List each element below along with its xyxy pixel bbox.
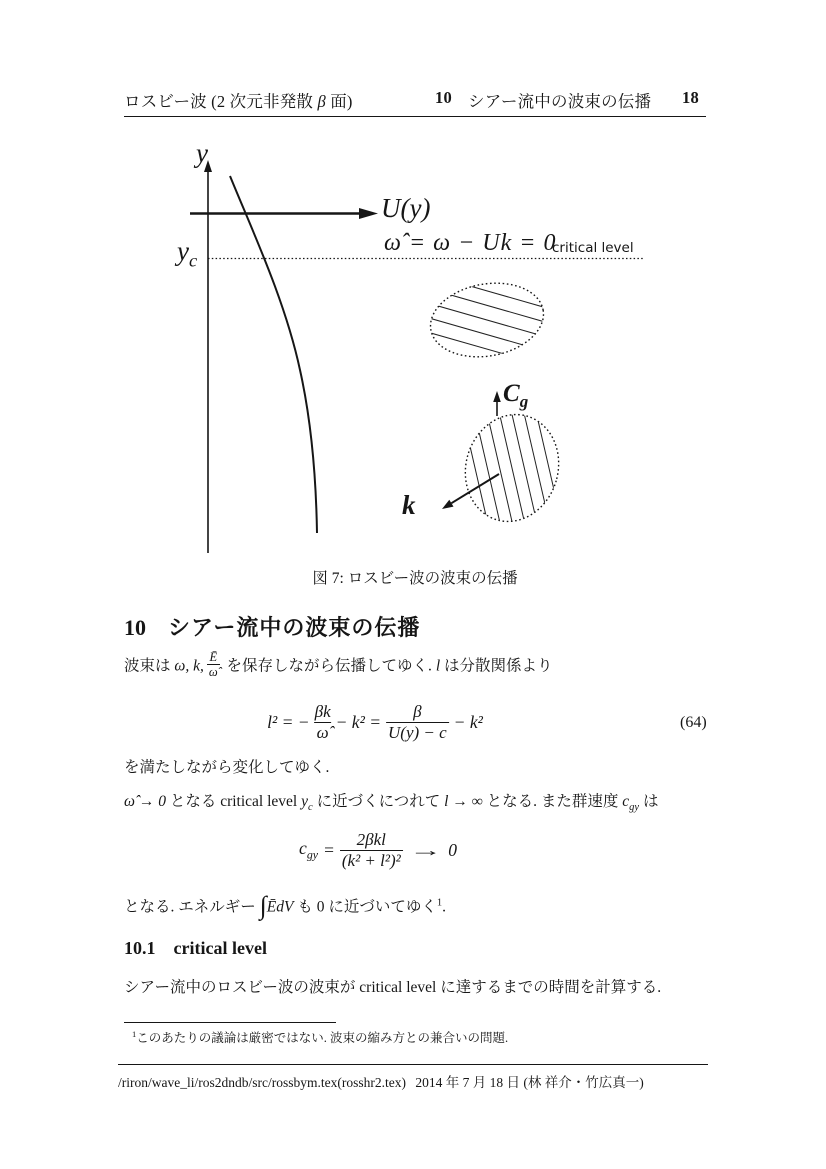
eq64-tail: − k² xyxy=(453,711,483,732)
p1-text-1: 波束は xyxy=(124,657,175,675)
footnote xyxy=(132,1028,712,1046)
eq64-fraction-1 xyxy=(315,702,331,742)
cgy-equals: = xyxy=(323,839,335,860)
figure-caption: 図 7: ロスビー波の波束の伝播 xyxy=(312,570,518,587)
p3-yc xyxy=(301,793,313,814)
cg-subscript: g xyxy=(519,392,529,411)
equation-cgy xyxy=(299,830,457,870)
cgy-limit-arrow: → xyxy=(408,839,443,860)
cgy-lhs xyxy=(299,838,318,863)
figure-critical-level-text: critical level xyxy=(552,240,634,256)
footer xyxy=(118,1071,718,1091)
footer-file-path: /riron/wave_li/ros2dndb/src/rossbym.tex(rosshr2.tex) xyxy=(118,1075,406,1090)
figure-k-label: k xyxy=(402,490,416,520)
eq64-f2-top: β xyxy=(413,702,422,721)
eq64-f2-bottom: U(y) − c xyxy=(388,722,447,742)
header-section-title: シアー流中の波束の伝播 xyxy=(468,92,652,111)
p3-cgy-base: c xyxy=(622,793,630,810)
section-number: 10 xyxy=(124,615,146,640)
integral-sign: ∫ xyxy=(259,891,267,920)
p3-text-1: となる critical level xyxy=(165,793,302,810)
p3-text-4: は xyxy=(639,793,659,810)
cgy-frac-top: 2βkl xyxy=(356,830,386,849)
wave-packet-lower-hatch xyxy=(464,403,560,532)
eq64-mid: − k² = xyxy=(335,711,382,732)
p3-text-3: となる. また群速度 xyxy=(482,793,623,810)
equation-64 xyxy=(267,702,483,742)
header-left-text: ロスビー波 (2 次元非発散 xyxy=(124,92,318,111)
footnote-text: このあたりの議論は厳密ではない. 波束の縮み方との兼合いの問題. xyxy=(136,1031,509,1045)
p3-math-2: l → ∞ xyxy=(444,793,483,810)
cg-base: C xyxy=(503,380,520,407)
header-section-number: 10 xyxy=(435,88,452,107)
p1-frac-top: Ē xyxy=(209,650,218,664)
paragraph-1 xyxy=(124,652,714,682)
eq64-fraction-2 xyxy=(386,702,449,742)
figure-y-axis-label: y xyxy=(196,138,208,168)
cgy-fraction xyxy=(340,830,403,870)
subsection-title: critical level xyxy=(173,938,267,958)
p3-cgy-sub: gy xyxy=(629,802,640,814)
cgy-frac-bottom: (k² + l²)² xyxy=(341,850,401,870)
section-10-heading xyxy=(124,611,420,642)
p1-fraction xyxy=(207,650,220,680)
footer-date-authors: 2014 年 7 月 18 日 (林 祥介・竹広真一) xyxy=(415,1075,644,1090)
p4-dot: . xyxy=(442,898,446,916)
p3-text-2: に近づくにつれて xyxy=(312,793,445,810)
figure-yc-label xyxy=(177,236,197,271)
p4-text-1: となる. エネルギー xyxy=(124,898,260,916)
subsection-heading xyxy=(124,938,267,959)
cgy-rhs: 0 xyxy=(448,839,457,860)
subsection-number: 10.1 xyxy=(124,938,156,958)
header-rule xyxy=(124,116,706,117)
shear-profile-curve xyxy=(230,176,317,533)
figure-cg-label xyxy=(503,380,528,412)
group-velocity-arrowhead xyxy=(493,391,501,402)
yc-subscript: c xyxy=(188,250,198,271)
paragraph-5: シアー流中のロスビー波の波束が critical level に達するまでの時間を計算する. xyxy=(124,979,662,996)
wave-packet-upper-hatch xyxy=(417,275,557,365)
p4-math-1: ĒdV xyxy=(266,898,294,916)
p3-cgy xyxy=(622,793,640,814)
footer-rule xyxy=(118,1064,708,1065)
cgy-lhs-sub: gy xyxy=(306,847,319,862)
p1-text-3: は分散関係より xyxy=(440,657,553,675)
header-page-number: 18 xyxy=(682,88,699,107)
x-axis-arrowhead xyxy=(359,208,378,219)
paragraph-4 xyxy=(124,888,714,928)
section-title: シアー流中の波束の伝播 xyxy=(168,616,421,641)
eq64-f1-top: βk xyxy=(314,702,331,721)
p4-text-2: も 0 に近づいてゆく xyxy=(293,898,437,916)
paragraph-2: を満たしながら変化してゆく. xyxy=(124,759,330,776)
p3-yc-base: y xyxy=(301,793,308,810)
paragraph-3 xyxy=(124,790,714,816)
p1-math-2: l xyxy=(435,657,441,675)
p4-footnote-ref: 1 xyxy=(436,897,443,909)
wavenumber-arrowhead xyxy=(442,500,454,509)
eq64-f1-bottom: ω̂ xyxy=(316,722,329,742)
p1-text-2: を保存しながら伝播してゆく. xyxy=(222,657,436,675)
footnote-rule xyxy=(124,1022,336,1023)
equation-64-number: (64) xyxy=(680,714,707,731)
figure-critical-equation: ω̂ = ω − Uk = 0 xyxy=(384,230,557,256)
p1-math-1: ω, k, xyxy=(174,657,204,675)
cgy-lhs-base: c xyxy=(299,837,307,858)
yc-base: y xyxy=(177,236,189,266)
header-left-text-2: 面) xyxy=(325,92,353,111)
header-beta: β xyxy=(317,92,326,111)
figure-u-axis-label: U(y) xyxy=(381,193,431,223)
p3-math-1: ω̂ → 0 xyxy=(124,793,166,810)
footnote-ref: 1 xyxy=(132,1028,137,1039)
p1-frac-bottom: ω̂ xyxy=(208,665,218,680)
eq64-lead: l² = − xyxy=(267,711,310,732)
header-left xyxy=(124,88,353,112)
p3-yc-sub: c xyxy=(308,802,313,814)
